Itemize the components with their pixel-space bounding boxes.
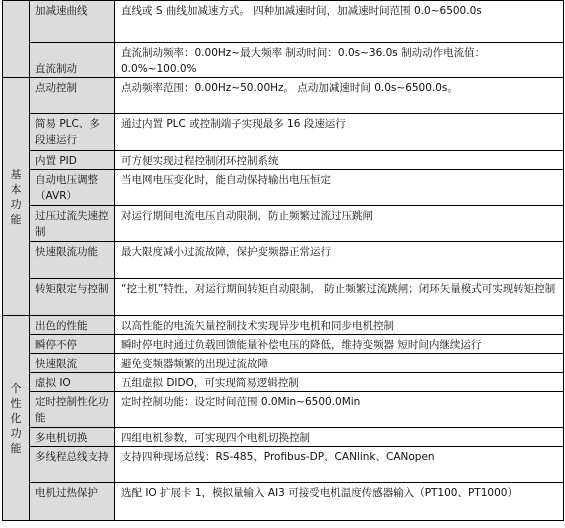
category-cell-blank [3,1,30,78]
description-cell: 通过内置 PLC 或控制端子实现最多 16 段速运行 [115,114,564,151]
description-cell: 可方便实现过程控制闭环控制系统 [115,151,564,170]
table-row [3,114,564,151]
feature-cell: 自动电压调整（AVR） [30,170,115,206]
feature-cell: 点动控制 [30,78,115,114]
specification-table [2,0,564,521]
feature-cell: 多电机切换 [30,428,115,447]
feature-cell: 加减速曲线 [30,1,115,43]
description-cell: 定时控制功能：设定时间范围 0.0Min~6500.0Min [115,392,564,428]
feature-cell: 虚拟 IO [30,373,115,392]
table-row [3,78,564,114]
feature-cell: 电机过热保护 [30,483,115,521]
table-row [3,151,564,170]
table-row [3,1,564,43]
description-cell: 当电网电压变化时，能自动保持输出电压恒定 [115,170,564,206]
table-row [3,316,564,335]
feature-cell: 简易 PLC、多段速运行 [30,114,115,151]
table-row [3,447,564,483]
table-row [3,43,564,78]
description-cell: 最大限度减小过流故障，保护变频器正常运行 [115,242,564,279]
description-cell: 选配 IO 扩展卡 1，模拟量输入 AI3 可接受电机温度传感器输入（PT100、PT1000） [115,483,564,521]
description-cell: 直线或 S 曲线加减速方式。 四种加减速时间，加减速时间范围 0.0~6500.0s [115,1,564,43]
table-row [3,354,564,373]
category-cell-basic-functions: 基本功能 [3,78,30,316]
description-cell: 五组虚拟 DIDO，可实现简易逻辑控制 [115,373,564,392]
table-row [3,373,564,392]
table-row [3,335,564,354]
description-cell: 避免变频器频繁的出现过流故障 [115,354,564,373]
feature-cell: 出色的性能 [30,316,115,335]
description-cell: 瞬时停电时通过负载回馈能量补偿电压的降低，维持变频器 短时间内继续运行 [115,335,564,354]
description-cell: 支持四种现场总线：RS-485、Profibus-DP、CANlink、CANopen [115,447,564,483]
table-row [3,279,564,316]
feature-cell: 定时控制性化功能 [30,392,115,428]
table-row [3,428,564,447]
description-cell: 点动频率范围：0.00Hz~50.00Hz。 点动加减速时间 0.0s~6500.0s。 [115,78,564,114]
feature-cell: 瞬停不停 [30,335,115,354]
description-cell: “挖土机”特性，对运行期间转矩自动限制， 防止频繁过流跳闸；闭环矢量模式可实现转矩控制 [115,279,564,316]
description-cell: 直流制动频率：0.00Hz~最大频率 制动时间：0.0s~36.0s 制动动作电流值：0.0%~100.0% [115,43,564,78]
feature-cell: 多线程总线支持 [30,447,115,483]
feature-cell: 内置 PID [30,151,115,170]
table-row [3,392,564,428]
feature-cell: 快速限流功能 [30,242,115,279]
feature-cell: 转矩限定与控制 [30,279,115,316]
feature-cell: 直流制动 [30,43,115,78]
table-row [3,483,564,521]
description-cell: 对运行期间电流电压自动限制，防止频繁过流过压跳闸 [115,206,564,242]
table-row [3,242,564,279]
description-cell: 以高性能的电流矢量控制技术实现异步电机和同步电机控制 [115,316,564,335]
table-row [3,170,564,206]
feature-cell: 过压过流失速控制 [30,206,115,242]
table-row [3,206,564,242]
feature-cell: 快速限流 [30,354,115,373]
category-cell-personalized-functions: 个性化功能 [3,316,30,521]
description-cell: 四组电机参数，可实现四个电机切换控制 [115,428,564,447]
